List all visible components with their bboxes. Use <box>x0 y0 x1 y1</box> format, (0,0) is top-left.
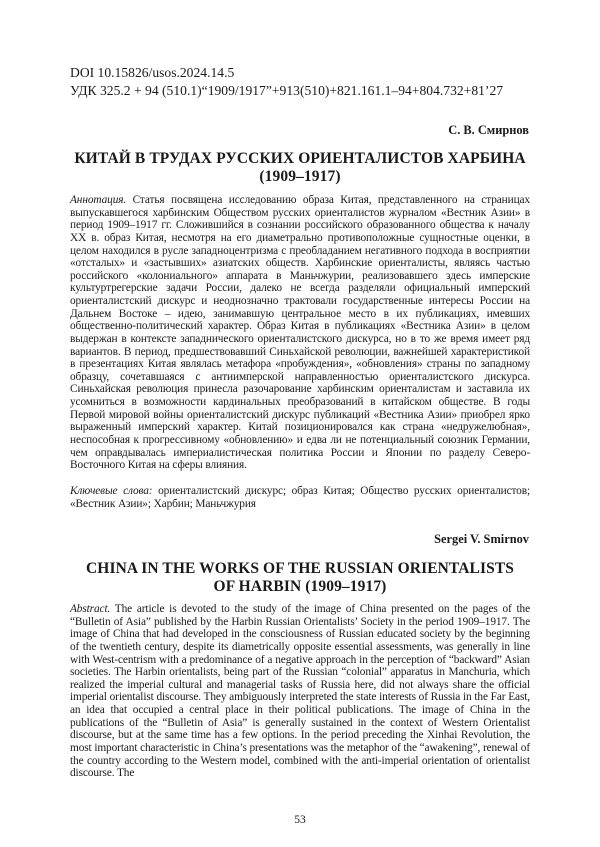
title-ru-line-2: (1909–1917) <box>259 168 341 185</box>
title-en-line-2: OF HARBIN (1909–1917) <box>213 578 387 595</box>
abstract-en-label: Abstract. <box>70 603 111 615</box>
abstract-ru-label: Аннотация. <box>70 194 127 206</box>
udc-line: УДК 325.2 + 94 (510.1)“1909/1917”+913(510)+821.161.1–94+804.732+81’27 <box>70 83 504 98</box>
doi-line: DOI 10.15826/usos.2024.14.5 <box>70 65 235 80</box>
title-ru-line-1: КИТАЙ В ТРУДАХ РУССКИХ ОРИЕНТАЛИСТОВ ХАРБИНА <box>74 150 526 167</box>
abstract-ru-text: Статья посвящена исследованию образа Китая, представленного на страницах выпускавшегося харбинским Обществом русских ориенталистов журналом «Вестник Азии» в период 1909–1917 гг. Сложившийся в сознании российского образованного общества к началу XX в. образ Китая, несмотря на его диаметрально противоположные сущностные оценки, в целом находился в русле западноцентризма с преобладанием негативного подхода в восприятии «отсталых» и «застывших» азиатских обществ. Харбинские ориенталисты, являясь частью российского «колониального» аппарата в Маньчжурии, реализовавшего здесь имперские культуртрегерские задачи России, далеко не всегда разделяли официальный имперский ориенталистский дискурс и неоднозначно трактовали государственные интересы России на Дальнем Востоке – идею, занимавшую центральное место в их публикациях, имевших общественно-политический характер. Образ Китая в публикациях «Вестника Азии» в целом выдержан в контексте западнического ориенталистского дискурса, но в то же время имеет ряд вариантов. В период, предшествовавший Синьхайской революции, важнейшей характеристикой в презентациях Китая являлась метафора «пробуждения», «обновления» страны по западному образцу, сочетавшаяся с антиимперской направленностью ориенталистского дискурса. Синьхайская революция принесла разочарование харбинским ориенталистам и заставила их усомниться в возможности кардинальных преобразований в китайском обществе. В годы Первой мировой войны ориенталистский дискурс публикаций «Вестника Азии» приобрел ярко выраженный имперский характер. Китай позиционировался как страна «недружелюбная», неспособная к прогрессивному «обновлению» и едва ли не потенциальный союзник Германии, чем оправдывалась империалистическая политика России и Японии по разделу Северо-Восточного Китая на сферы влияния. <box>70 194 530 472</box>
keywords-ru <box>70 485 530 511</box>
article-title-en <box>60 560 540 596</box>
author-name-ru: С. В. Смирнов <box>448 123 529 137</box>
abstract-en <box>70 603 530 780</box>
keywords-ru-text: ориенталистский дискурс; образ Китая; Общество русских ориенталистов; «Вестник Азии»; Харбин; Маньчжурия <box>70 485 531 510</box>
title-en-line-1: CHINA IN THE WORKS OF THE RUSSIAN ORIENTALISTS <box>86 560 514 577</box>
abstract-en-text: The article is devoted to the study of the image of China presented on the pages of the “Bulletin of Asia” published by the Harbin Russian Orientalists’ Society in the period 1909–1917. The image of China that had developed in the consciousness of Russian educated society by the beginning of the twentieth century, despite its diametrically opposite essential assessments, was generally in line with West-centrism with a predominance of a negative approach in the perception of “backward” Asian societies. The Harbin orientalists, being part of the Russian “colonial” apparatus in Manchuria, which realized the imperial cultural and managerial tasks of Russia here, did not always share the official imperial orientalist discourse. They ambiguously interpreted the state interests of Russia in the Far East, an idea that occupied a central place in their political publications. The image of China in the publications of the “Bulletin of Asia” is generally sustained in the context of Western Orientalist discourse, but at the same time has a few options. In the period preceding the Xinhai Revolution, the most important characteristic in China’s presentations was the metaphor of the “awakening”, renewal of the country according to the Western model, combined with the anti-imperial orientation of orientalist discourse. The <box>70 603 530 780</box>
article-title-ru <box>60 150 540 186</box>
abstract-ru <box>70 194 530 472</box>
page-number: 53 <box>294 814 306 826</box>
keywords-ru-label: Ключевые слова: <box>70 485 153 497</box>
author-name-en: Sergei V. Smirnov <box>434 532 529 546</box>
